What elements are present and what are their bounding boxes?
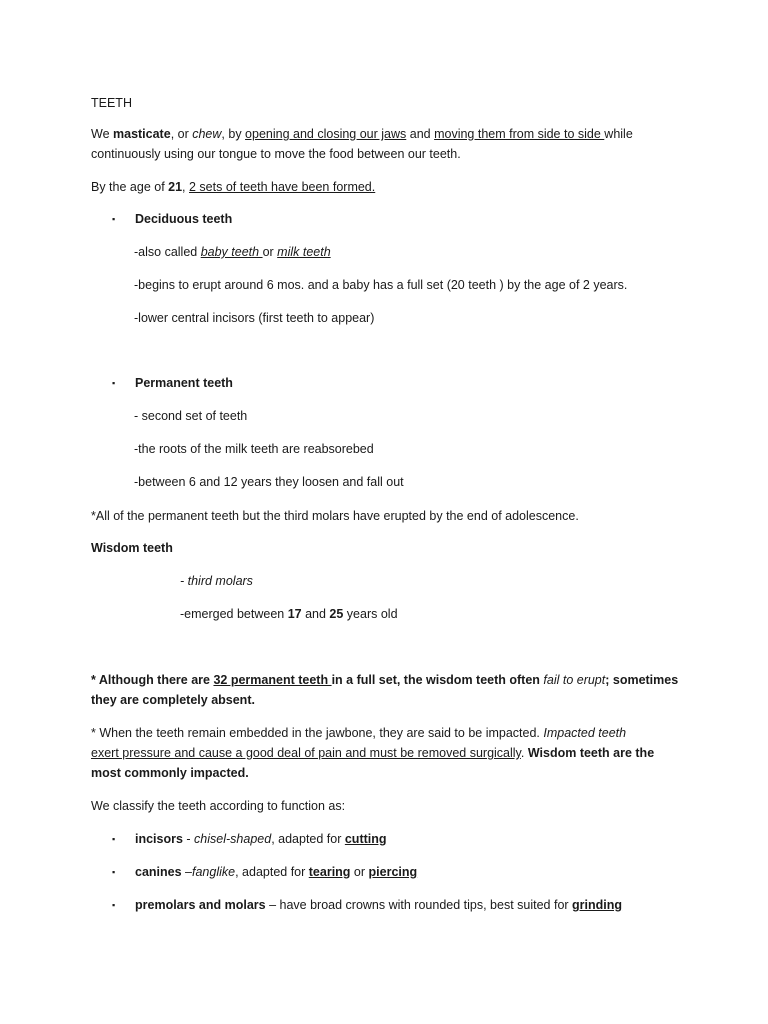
bullet-icon: ▪ — [112, 834, 116, 844]
incisors-item: incisors - chisel-shaped, adapted for cutting — [135, 832, 387, 846]
impact-line-3: most commonly impacted. — [91, 766, 249, 780]
deciduous-erupt: -begins to erupt around 6 mos. and a baby has a full set (20 teeth ) by the age of 2 years. — [134, 278, 628, 292]
note-32-line-1: * Although there are 32 permanent teeth in a full set, the wisdom teeth often fail to erupt; sometimes — [91, 673, 679, 687]
note-32-line-2: they are completely absent. — [91, 693, 255, 707]
wisdom-heading: Wisdom teeth — [91, 541, 173, 555]
wisdom-emerged: -emerged between 17 and 25 years old — [180, 607, 398, 621]
page-title: TEETH — [91, 96, 132, 110]
impact-line-2: exert pressure and cause a good deal of pain and must be removed surgically. Wisdom teeth are the — [91, 746, 655, 760]
molars-item: premolars and molars – have broad crowns with rounded tips, best suited for grinding — [135, 898, 623, 912]
bullet-icon: ▪ — [112, 867, 116, 877]
permanent-second: - second set of teeth — [134, 409, 248, 423]
impact-line-1: * When the teeth remain embedded in the jawbone, they are said to be impacted. Impacted teeth — [91, 726, 627, 740]
bullet-icon: ▪ — [112, 214, 116, 224]
note-all-permanent: *All of the permanent teeth but the third molars have erupted by the end of adolescence. — [91, 509, 579, 523]
bullet-icon: ▪ — [112, 900, 116, 910]
canines-item: canines –fanglike, adapted for tearing or piercing — [135, 865, 418, 879]
age-line: By the age of 21, 2 sets of teeth have been formed. — [91, 180, 376, 194]
permanent-between: -between 6 and 12 years they loosen and fall out — [134, 475, 404, 489]
intro-line-1: We masticate, or chew, by opening and closing our jaws and moving them from side to side while — [91, 127, 633, 141]
deciduous-heading: Deciduous teeth — [135, 212, 233, 226]
classify-line: We classify the teeth according to function as: — [91, 799, 346, 813]
wisdom-third-molars: - third molars — [180, 574, 253, 588]
deciduous-also-called: -also called baby teeth or milk teeth — [134, 245, 331, 259]
permanent-heading: Permanent teeth — [135, 376, 233, 390]
bullet-icon: ▪ — [112, 378, 116, 388]
permanent-roots: -the roots of the milk teeth are reabsorebed — [134, 442, 374, 456]
deciduous-lower: -lower central incisors (first teeth to appear) — [134, 311, 375, 325]
intro-line-2: continuously using our tongue to move the food between our teeth. — [91, 147, 461, 161]
